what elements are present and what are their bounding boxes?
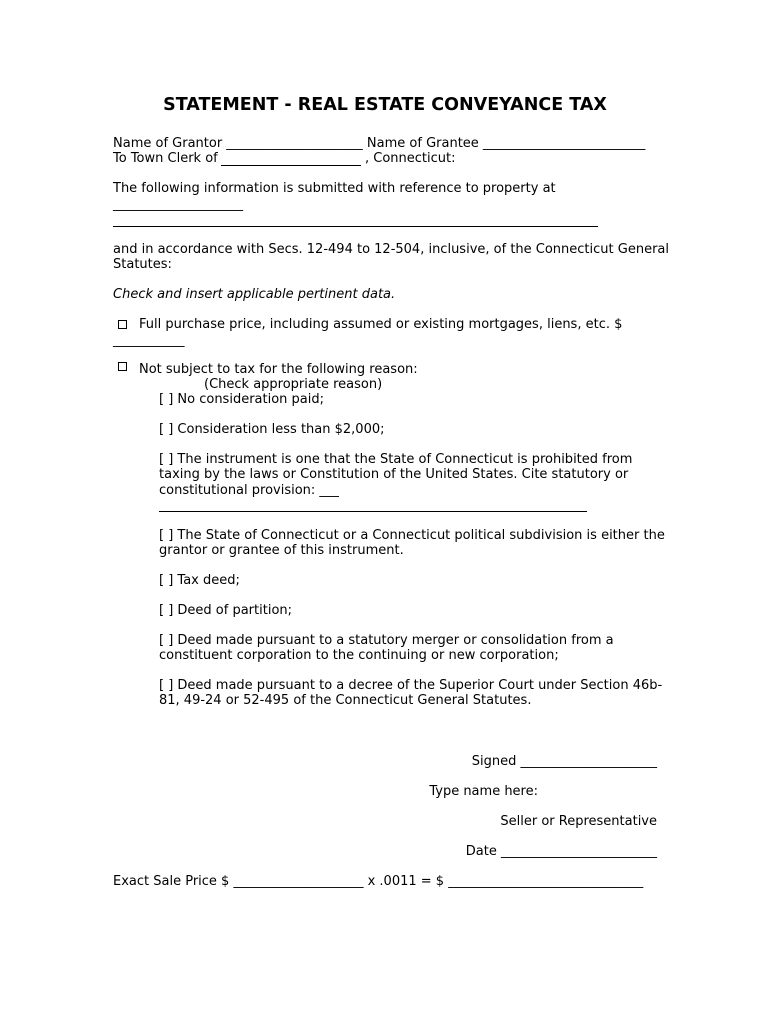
full-price-blank: ___________ xyxy=(113,333,185,348)
grantor-grantee-line: Name of Grantor _____________________ Name of Grantee _________________________ xyxy=(113,136,646,151)
accordance-text-line1: and in accordance with Secs. 12-494 to 12-504, inclusive, of the Connecticut General xyxy=(113,242,669,257)
reason-prohibited-line2: taxing by the laws or Constitution of the United States. Cite statutory or xyxy=(159,467,629,482)
seller-representative-label: Seller or Representative xyxy=(500,814,657,829)
full-price-checkbox[interactable] xyxy=(118,320,127,329)
check-instruction: Check and insert applicable pertinent data. xyxy=(113,287,396,302)
reason-merger-line2: constituent corporation to the continuing or new corporation; xyxy=(159,648,559,663)
full-price-label: Full purchase price, including assumed or existing mortgages, liens, etc. $ xyxy=(139,317,623,332)
signed-line[interactable]: Signed _____________________ xyxy=(471,754,657,769)
reason-court-decree-line2: 81, 49-24 or 52-495 of the Connecticut General Statutes. xyxy=(159,693,532,708)
check-reason-note: (Check appropriate reason) xyxy=(204,377,383,392)
reason-prohibited-line3: constitutional provision: ___ xyxy=(159,483,339,498)
reason-court-decree-line1[interactable]: [ ] Deed made pursuant to a decree of the Superior Court under Section 46b- xyxy=(159,678,663,693)
not-subject-checkbox[interactable] xyxy=(118,362,127,371)
reason-prohibited-line1[interactable]: [ ] The instrument is one that the State of Connecticut is prohibited from xyxy=(159,452,633,467)
connecticut-label: , Connecticut: xyxy=(365,151,456,166)
reason-tax-deed[interactable]: [ ] Tax deed; xyxy=(159,573,240,588)
reason-state-party-line1[interactable]: [ ] The State of Connecticut or a Connecticut political subdivision is either the xyxy=(159,528,665,543)
type-name-label: Type name here: xyxy=(429,784,538,799)
reason-no-consideration[interactable]: [ ] No consideration paid; xyxy=(159,392,325,407)
town-blank[interactable] xyxy=(221,165,361,166)
provision-blank-line[interactable] xyxy=(159,511,587,512)
date-line[interactable]: Date ________________________ xyxy=(465,844,657,859)
reason-deed-partition[interactable]: [ ] Deed of partition; xyxy=(159,603,293,618)
page-title: STATEMENT - REAL ESTATE CONVEYANCE TAX xyxy=(163,95,607,115)
property-blank: ____________________ xyxy=(113,197,243,212)
exact-sale-price-line[interactable]: Exact Sale Price $ ____________________ x .0011 = $ ______________________________ xyxy=(113,874,644,889)
town-clerk-label: To Town Clerk of xyxy=(113,151,218,166)
property-address-line[interactable] xyxy=(113,226,598,227)
not-subject-label: Not subject to tax for the following reason: xyxy=(139,362,418,377)
reason-merger-line1[interactable]: [ ] Deed made pursuant to a statutory merger or consolidation from a xyxy=(159,633,614,648)
property-info-text: The following information is submitted with reference to property at xyxy=(113,181,556,196)
reason-state-party-line2: grantor or grantee of this instrument. xyxy=(159,543,404,558)
accordance-text-line2: Statutes: xyxy=(113,257,172,272)
reason-less-than-2000[interactable]: [ ] Consideration less than $2,000; xyxy=(159,422,385,437)
